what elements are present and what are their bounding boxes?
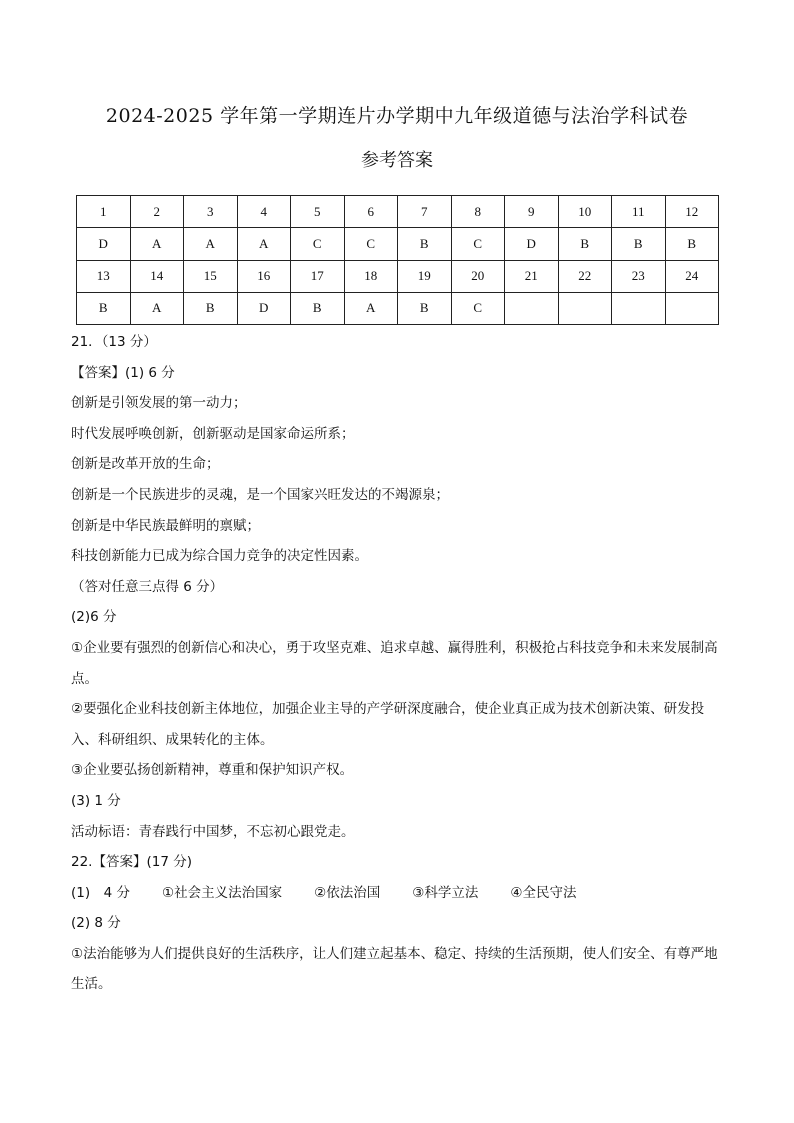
table-cell: 13 (77, 260, 131, 292)
q21-part1-note: （答对任意三点得 6 分） (71, 578, 224, 595)
table-cell: B (612, 228, 666, 260)
table-cell: C (451, 292, 505, 324)
table-cell: 6 (344, 196, 398, 228)
question-21-heading: 21．（13 分） (71, 334, 157, 350)
table-cell: C (291, 228, 345, 260)
table-cell: D (505, 228, 559, 260)
table-cell: B (291, 292, 345, 324)
table-cell: C (451, 228, 505, 260)
table-cell: 3 (184, 196, 238, 228)
table-cell: 4 (237, 196, 291, 228)
table-cell: D (77, 228, 131, 260)
table-cell: A (344, 292, 398, 324)
table-cell (665, 292, 719, 324)
table-cell (505, 292, 559, 324)
table-cell: 10 (558, 196, 612, 228)
q21-part3-text: 活动标语：青春践行中国梦，不忘初心跟党走。 (71, 823, 355, 840)
table-cell: B (665, 228, 719, 260)
table-cell: 20 (451, 260, 505, 292)
table-cell: C (344, 228, 398, 260)
table-row (77, 196, 719, 228)
table-row (77, 292, 719, 324)
document-subtitle: 参考答案 (361, 150, 433, 171)
q22-part1-option: ③科学立法 (412, 884, 479, 901)
q21-part1-point: 科技创新能力已成为综合国力竞争的决定性因素。 (71, 548, 368, 565)
table-cell: 2 (130, 196, 184, 228)
table-cell: 14 (130, 260, 184, 292)
q21-part2-point: ③企业要弘扬创新精神，尊重和保护知识产权。 (71, 762, 354, 779)
q22-part1-option: ④全民守法 (510, 884, 577, 901)
q22-part2-label: (2) 8 分 (71, 915, 121, 932)
q21-part1-point: 创新是一个民族进步的灵魂，是一个国家兴旺发达的不竭源泉； (71, 486, 449, 503)
q21-part2-point: ②要强化企业科技创新主体地位，加强企业主导的产学研深度融合，使企业真正成为技术创新决策、研发投入、科研组织、成果转化的主体。 (71, 701, 705, 748)
q22-part2-point: ①法治能够为人们提供良好的生活秩序，让人们建立起基本、稳定、持续的生活预期，使人们安全、有尊严地生活。 (71, 945, 718, 993)
table-row (77, 228, 719, 260)
table-cell: 23 (612, 260, 666, 292)
q22-part1-option: ②依法治国 (314, 884, 381, 901)
table-cell: A (184, 228, 238, 260)
document-title: 2024-2025 学年第一学期连片办学期中九年级道德与法治学科试卷 (105, 105, 689, 127)
table-cell: A (237, 228, 291, 260)
table-cell: 12 (665, 196, 719, 228)
table-cell (612, 292, 666, 324)
q21-part1-point: 时代发展呼唤创新，创新驱动是国家命运所系； (71, 425, 355, 442)
table-cell: 1 (77, 196, 131, 228)
q21-part2-point: ①企业要有强烈的创新信心和决心，勇于攻坚克难、追求卓越、赢得胜利，积极抢占科技竞争和未来发展制高点。 (71, 639, 718, 687)
q21-part1-point: 创新是引领发展的第一动力； (71, 395, 247, 412)
table-cell: B (558, 228, 612, 260)
q21-part1-point: 创新是中华民族最鲜明的禀赋； (71, 517, 260, 534)
table-cell: 18 (344, 260, 398, 292)
answer-content (71, 327, 731, 1000)
q21-part3-label: (3) 1 分 (71, 792, 121, 809)
q22-part1-row (71, 878, 731, 909)
table-cell: A (130, 228, 184, 260)
q21-part2-label: (2)6 分 (71, 609, 117, 626)
table-cell: 22 (558, 260, 612, 292)
q21-part1-point: 创新是改革开放的生命； (71, 456, 220, 473)
table-cell: 16 (237, 260, 291, 292)
table-cell: 19 (398, 260, 452, 292)
table-cell (558, 292, 612, 324)
table-cell: 7 (398, 196, 452, 228)
table-cell: 17 (291, 260, 345, 292)
table-cell: D (237, 292, 291, 324)
q21-part1-label: 【答案】(1) 6 分 (71, 364, 175, 381)
table-cell: B (184, 292, 238, 324)
question-22-heading: 22.【答案】(17 分) (71, 854, 192, 871)
table-cell: 24 (665, 260, 719, 292)
answer-table (76, 195, 719, 325)
table-cell: 21 (505, 260, 559, 292)
table-cell: 9 (505, 196, 559, 228)
q22-part1-option: ①社会主义法治国家 (162, 884, 283, 901)
table-cell: 15 (184, 260, 238, 292)
table-cell: 5 (291, 196, 345, 228)
q22-part1-label: (1) 4 分 (71, 884, 131, 901)
table-cell: 8 (451, 196, 505, 228)
table-cell: A (130, 292, 184, 324)
table-cell: B (398, 228, 452, 260)
table-cell: B (77, 292, 131, 324)
table-row (77, 260, 719, 292)
table-cell: B (398, 292, 452, 324)
table-cell: 11 (612, 196, 666, 228)
